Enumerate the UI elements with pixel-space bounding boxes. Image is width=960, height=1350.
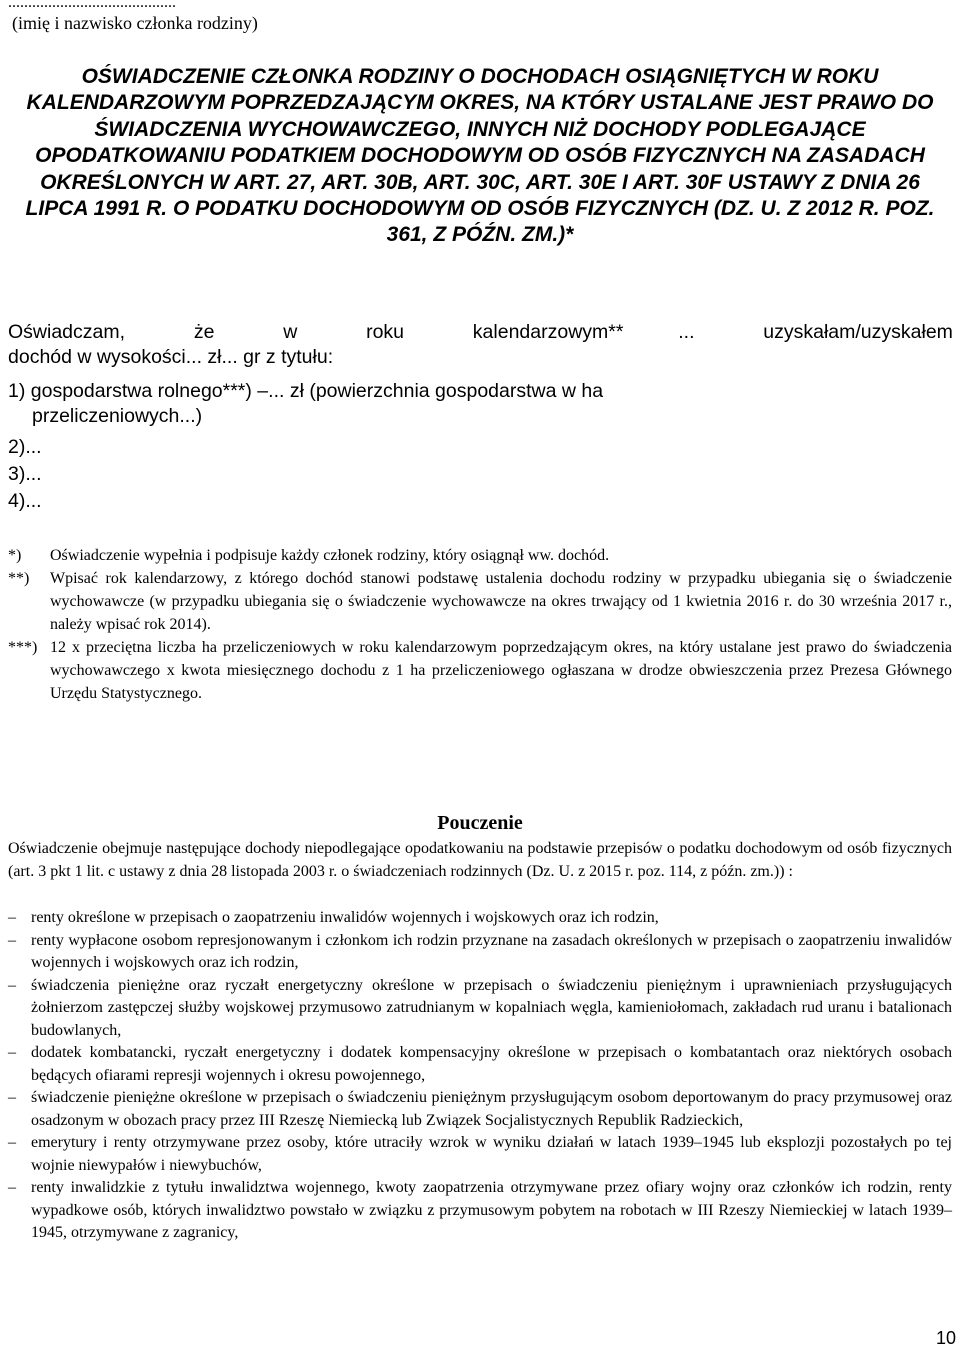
income-types-list xyxy=(8,907,952,1245)
dash-bullet: – xyxy=(8,1089,16,1106)
income-item-2: 2)... xyxy=(8,436,42,458)
list-item xyxy=(8,930,952,975)
declaration-word: że xyxy=(193,321,215,343)
dash-bullet: – xyxy=(8,1179,16,1196)
income-item-3: 3)... xyxy=(8,463,42,485)
list-item-text: renty wypłacone osobom represjonowanym i członkom ich rodzin przyznane na zasadach określonych w przepisach o zaopatrzeniu inwalidów wojennych i wojskowych oraz ich rodzin, xyxy=(31,931,952,971)
year-field[interactable]: ... xyxy=(678,321,695,343)
income-item-1: 1) gospodarstwa rolnego***) –... zł (powierzchnia gospodarstwa w ha xyxy=(8,380,604,402)
list-item xyxy=(8,907,952,930)
pouczenie-intro: Oświadczenie obejmuje następujące dochody niepodlegające opodatkowaniu na podstawie przepisów o podatku dochodowym od osób fizycznych (art. 3 pkt 1 lit. c ustawy z dnia 28 listopada 2003 r. o świadczeniach rodzinnych (Dz. U. z 2015 r. poz. 114, z późn. zm.)) : xyxy=(8,840,952,880)
list-item xyxy=(8,975,952,1043)
list-item-text: renty inwalidzkie z tytułu inwalidztwa wojennego, kwoty zaopatrzenia otrzymywane przez ofiary wojny oraz członków ich rodzin, renty wypadkowe osób, których inwalidztwo powstało w związku z przymusowym pobytem na robotach w III Rzeszy Niemieckiej w latach 1939–1945, otrzymywane z zagranicy, xyxy=(31,1179,952,1241)
declaration-word: kalendarzowym** xyxy=(472,321,624,343)
dash-bullet: – xyxy=(8,1044,16,1061)
footnote-text: Oświadczenie wypełnia i podpisuje każdy członek rodziny, który osiągnął ww. dochód. xyxy=(50,547,610,564)
footnote xyxy=(8,544,952,567)
income-item-1-continuation: przeliczeniowych...) xyxy=(32,405,203,427)
list-item xyxy=(8,1087,952,1132)
income-item-4: 4)... xyxy=(8,490,42,512)
declaration-word: Oświadczam, xyxy=(8,321,126,343)
list-item-text: świadczenie pieniężne określone w przepisach o świadczeniu pieniężnym przysługującym osobom deportowanym do pracy przymusowej oraz osadzonym w obozach pracy przez III Rzeszę Niemiecką lub Związek Socjalistycznych Republik Radzieckich, xyxy=(31,1089,952,1129)
footnote-text: Wpisać rok kalendarzowy, z którego dochód stanowi podstawę ustalenia dochodu rodziny w przypadku ubiegania się o świadczenie wychowawcze (w przypadku ubiegania się o świadczenie wychowawcze na okres trwający od 1 kwietnia 2016 r. do 30 września 2017 r., należy wpisać rok 2014). xyxy=(50,570,952,633)
dash-bullet: – xyxy=(8,909,16,926)
list-item xyxy=(8,1132,952,1177)
footnote-mark: *) xyxy=(8,547,22,564)
name-dotted-line: .......................................... xyxy=(8,0,176,11)
declaration-word: w xyxy=(283,321,298,343)
footnote-text: 12 x przeciętna liczba ha przeliczeniowych w roku kalendarzowym poprzedzającym okres, na który ustalane jest prawo do świadczenia wychowawczego x kwota miesięcznego dochodu z 1 ha przeliczeniowego ogłaszana w drodze obwieszczenia przez Prezesa Głównego Urzędu Statystycznego. xyxy=(50,639,952,702)
declaration-word: uzyskałam/uzyskałem xyxy=(763,321,953,343)
list-item-text: dodatek kombatancki, ryczałt energetyczny i dodatek kompensacyjny określone w przepisach o kombatantach oraz niektórych osobach będących ofiarami represji wojennych i okresu powojennego, xyxy=(31,1044,952,1084)
name-field-label: (imię i nazwisko członka rodziny) xyxy=(12,13,258,33)
list-item-text: świadczenia pieniężne oraz ryczałt energetyczny określone w przepisach o świadczeniu pieniężnym i uprawnieniach przysługujących żołnierzom zastępczej służby wojskowej przymusowo zatrudnianym w kopalniach węgla, kamieniołomach, zakładach rud uranu i batalionach budowlanych, xyxy=(31,976,952,1039)
pouczenie-heading: Pouczenie xyxy=(437,812,523,834)
dash-bullet: – xyxy=(8,931,16,949)
footnote-mark: **) xyxy=(8,570,30,587)
document-title: OŚWIADCZENIE CZŁONKA RODZINY O DOCHODACH OSIĄGNIĘTYCH W ROKU KALENDARZOWYM POPRZEDZAJĄCYM OKRES, NA KTÓRY USTALANE JEST PRAWO DO ŚWIADCZENIA WYCHOWAWCZEGO, INNYCH NIŻ DOCHODY PODLEGAJĄCE OPODATKOWANIU PODATKIEM DOCHODOWYM OD OSÓB FIZYCZNYCH NA ZASADACH OKREŚLONYCH W ART. 27, ART. 30B, ART. 30C, ART. 30E I ART. 30F USTAWY Z DNIA 26 LIPCA 1991 R. O PODATKU DOCHODOWYM OD OSÓB FIZYCZNYCH (DZ. U. Z 2012 R. POZ. 361, Z PÓŹN. ZM.)* xyxy=(25,65,935,247)
list-item xyxy=(8,1042,952,1087)
list-item xyxy=(8,1177,952,1245)
list-item-text: renty określone w przepisach o zaopatrzeniu inwalidów wojennych i wojskowych oraz ich rodzin, xyxy=(31,909,659,926)
income-amount-line: dochód w wysokości... zł... gr z tytułu: xyxy=(8,346,334,368)
declaration-line-1 xyxy=(8,320,953,344)
dash-bullet: – xyxy=(8,976,16,994)
footnote-mark: ***) xyxy=(8,639,38,656)
list-item-text: emerytury i renty otrzymywane przez osoby, które utraciły wzrok w wyniku działań w latach 1939–1945 lub eksplozji pozostałych po tej wojnie niewypałów i niewybuchów, xyxy=(31,1134,952,1174)
page-number: 10 xyxy=(935,1328,956,1348)
footnote xyxy=(8,567,952,636)
declaration-word: roku xyxy=(366,321,405,343)
footnotes xyxy=(8,544,952,705)
dash-bullet: – xyxy=(8,1134,16,1151)
footnote xyxy=(8,636,952,705)
